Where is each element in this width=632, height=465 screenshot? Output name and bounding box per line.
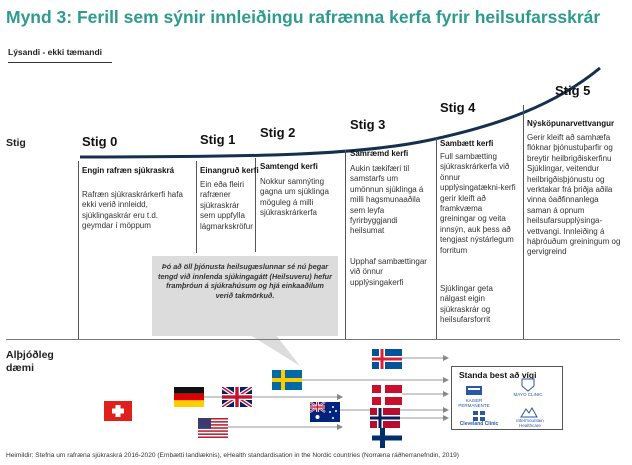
best-practice-title: Standa best að vígi	[459, 370, 537, 380]
stage-2-subtitle: Samtengd kerfi	[260, 162, 318, 171]
note-callout: Þó að öll þjónusta heilsugæslunnar sé nú þegar tengd við innlenda sjúkingagátt (Heilsuveru) hefur framþróun á sjúkrahúsum og hjá einkaaðilum verið takmörkuð.	[152, 256, 338, 336]
stage-1-description: Ein eða fleiri rafræner sjúkraskrár sem uppfylla lágmarkskröfur	[200, 180, 253, 231]
stage-4-name: Stig 4	[440, 100, 476, 115]
norway-flag	[370, 408, 400, 428]
sweden-flag	[272, 370, 302, 390]
stage-4-description: Full sambætting sjúkraskrárkerfa við önnur upplýsingatækni-kerfi gerir kleift að framkvæma greiningar og veita innsýn, auk þess að tengjast nýstárlegum forritum	[440, 152, 516, 255]
germany-flag	[174, 387, 204, 407]
page-title: Mynd 3: Ferill sem sýnir innleiðingu rafrænna kerfa fyrir heilsufarsskrár	[6, 7, 601, 27]
cleveland-clinic-text: Cleveland Clinic	[459, 421, 499, 427]
stage-0-description: Rafræn sjúkraskrárkerfi hafa ekki verið innleidd, sjúklingaskrár eru t.d. geymdar í möppum	[82, 190, 183, 231]
iceland-flag	[372, 349, 402, 369]
stage-3-description-2: Upphaf sambættingar við önnur upplýsingakerfi	[350, 257, 427, 287]
switzerland-flag	[104, 401, 132, 421]
stage-0-name: Stig 0	[82, 134, 118, 149]
stage-2-description: Nokkur samnýting gagna um sjúklinga möguleg á milli sjúkraskrárkerfa	[260, 177, 329, 218]
kaiser-permanente-text: KAISER PERMANENTE	[458, 398, 490, 408]
australia-flag	[310, 402, 340, 422]
denmark-flag	[372, 385, 402, 405]
uk-flag	[222, 387, 252, 407]
mayo-clinic-text: MAYO CLINIC	[513, 392, 543, 397]
stage-5-description: Gerir kleift að samhæfa flóknar þjónustuþarfir og breytir heilbrigðiskerfinu Sjúklingar, veitendur heilbrigðisþjónustu og verktakar frá þriðja aðila vinna óaðfinnanlega saman á opnum heilsufarsupplýsinga-vettvangi. Innleiðing á háþróuðum greiningum og gervigreind	[527, 133, 621, 257]
stage-0-subtitle: Engin rafræn sjúkraskrá	[82, 166, 175, 175]
stage-5-subtitle: Nýsköpunarvettvangur	[527, 119, 615, 128]
stage-1-name: Stig 1	[200, 132, 236, 147]
stage-4-subtitle: Sambætt kerfi	[440, 139, 494, 148]
finland-flag	[372, 428, 402, 448]
stage-3-description: Aukin tækifæri til samstarfs um umönnun sjúklinga á milli hagsmunaaðila sem leyfa fyrirbyggjandi heilsumat	[350, 164, 424, 236]
subtitle: Lýsandi - ekki tæmandi	[8, 47, 102, 57]
stage-4-description-2: Sjúklingar geta nálgast eigin sjúkraskrár og heilsufarsforrit	[440, 284, 493, 325]
source-footer: Heimildir: Stefna um rafræna sjúkraskrá 2016-2020 (Embætti landlæknis), eHealth standardisation in the Nordic countries (Norræna ráðherranefndin, 2019)	[6, 452, 459, 459]
stage-3-subtitle: Samræmd kerfi	[350, 149, 409, 158]
usa-flag	[198, 418, 228, 438]
row-label-stig: Stig	[6, 137, 26, 149]
intermountain-logo	[520, 406, 538, 418]
stage-3-name: Stig 3	[350, 117, 386, 132]
mayo-clinic-logo	[520, 378, 536, 392]
intermountain-text: Intermountain Healthcare	[516, 418, 544, 428]
stage-1-subtitle: Einangruð kerfi	[200, 166, 259, 175]
stage-2-name: Stig 2	[260, 125, 296, 140]
row-label-international: Alþjóðleg dæmi	[6, 349, 54, 374]
stage-5-name: Stig 5	[555, 83, 591, 98]
